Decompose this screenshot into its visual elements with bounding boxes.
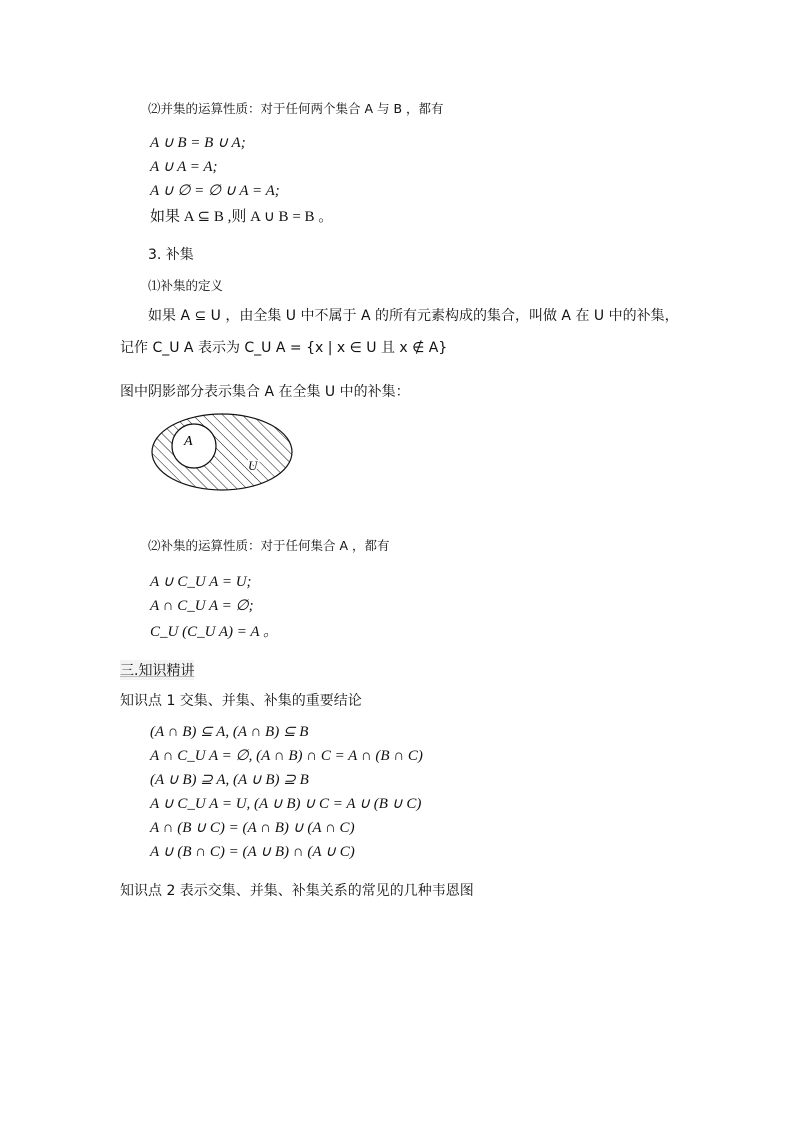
venn-label-u: U xyxy=(248,458,258,473)
conclusion-line: A ∪ (B ∩ C) = (A ∪ B) ∩ (A ∪ C) xyxy=(150,844,355,860)
section-title: 三.知识精讲 xyxy=(120,660,194,680)
set-a-circle xyxy=(172,424,216,468)
complement-property-line: A ∪ C_U A = U; xyxy=(150,574,252,590)
knowledge-point-1-title: 知识点 1 交集、并集、补集的重要结论 xyxy=(120,693,362,709)
union-properties-heading: ⑵并集的运算性质：对于任何两个集合 A 与 B ，都有 xyxy=(148,101,444,116)
venn-label-a: A xyxy=(184,434,193,449)
complement-definition-line: 如果 A ⊆ U ，由全集 U 中不属于 A 的所有元素构成的集合，叫做 A 在 U 中的补集， xyxy=(148,308,679,324)
union-property-line: 如果 A ⊆ B ,则 A ∪ B = B 。 xyxy=(150,209,334,225)
figure-caption: 图中阴影部分表示集合 A 在全集 U 中的补集： xyxy=(120,384,410,400)
knowledge-point-2-title: 知识点 2 表示交集、并集、补集关系的常见的几种韦恩图 xyxy=(120,883,474,899)
complement-property-line: C_U (C_U A) = A 。 xyxy=(150,624,279,640)
complement-property-line: A ∩ C_U A = ∅; xyxy=(150,598,254,614)
venn-diagram xyxy=(148,410,298,494)
complement-definition-heading: ⑴补集的定义 xyxy=(148,278,224,293)
union-property-line: A ∪ ∅ = ∅ ∪ A = A; xyxy=(150,183,280,199)
conclusion-line: A ∩ (B ∪ C) = (A ∩ B) ∪ (A ∩ C) xyxy=(150,820,355,836)
conclusion-line: A ∪ C_U A = U, (A ∪ B) ∪ C = A ∪ (B ∪ C) xyxy=(150,796,422,812)
union-property-line: A ∪ B = B ∪ A; xyxy=(150,135,246,151)
complement-section-title: 3. 补集 xyxy=(148,247,194,263)
conclusion-line: (A ∪ B) ⊇ A, (A ∪ B) ⊇ B xyxy=(150,772,309,788)
complement-definition-line: 记作 C_U A 表示为 C_U A = {x | x ∈ U 且 x ∉ A} xyxy=(120,340,448,356)
conclusion-line: (A ∩ B) ⊆ A, (A ∩ B) ⊆ B xyxy=(150,724,309,740)
complement-properties-heading: ⑵补集的运算性质：对于任何集合 A ，都有 xyxy=(148,538,390,553)
union-property-line: A ∪ A = A; xyxy=(150,159,218,175)
conclusion-line: A ∩ C_U A = ∅, (A ∩ B) ∩ C = A ∩ (B ∩ C) xyxy=(150,748,423,764)
